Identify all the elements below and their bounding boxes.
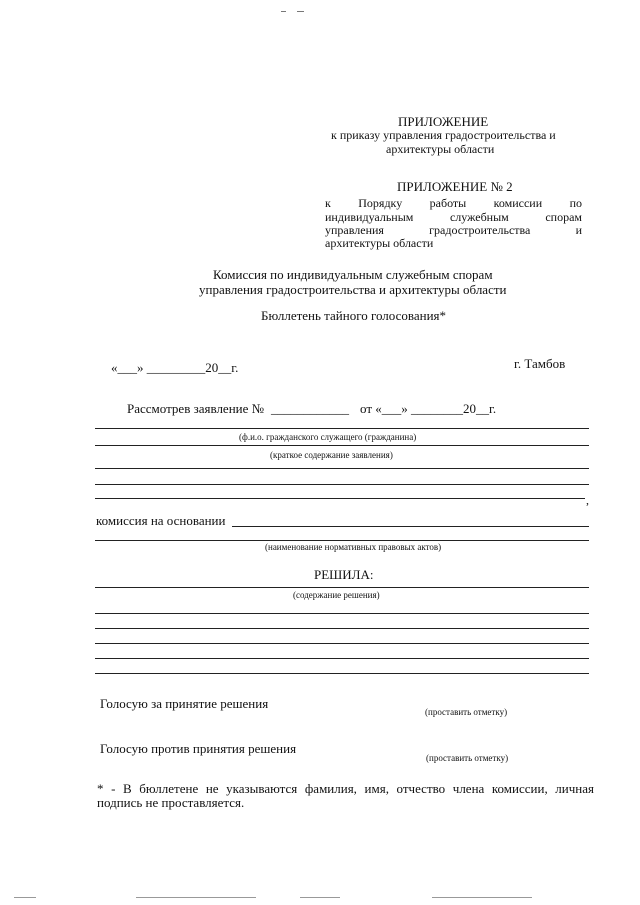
ballot-title: Бюллетень тайного голосования*	[261, 308, 447, 323]
appendix-2-line-2: индивидуальным служебным спорам	[325, 210, 582, 224]
appendix-2-title: ПРИЛОЖЕНИЕ № 2	[397, 179, 513, 194]
resolved-heading: РЕШИЛА:	[314, 567, 374, 582]
blank-line	[95, 673, 589, 674]
blank-line	[95, 658, 589, 659]
scan-edge	[300, 897, 340, 898]
vote-against-label: Голосую против принятия решения	[100, 741, 297, 756]
scan-mark	[297, 11, 304, 12]
application-date: от «___» ________20__г.	[360, 401, 497, 416]
blank-line	[95, 613, 589, 614]
appendix-2-line-1: к Порядку работы комиссии по	[325, 196, 582, 210]
commission-line-1: Комиссия по индивидуальным служебным спорам	[213, 267, 493, 282]
appendix-2-line-4: архитектуры области	[325, 236, 434, 250]
city: г. Тамбов	[514, 356, 566, 371]
appendix-1-title: ПРИЛОЖЕНИЕ	[398, 114, 489, 129]
appendix-2-line-3: управления градостроительства и	[325, 223, 582, 237]
scan-edge	[14, 897, 36, 898]
blank-line	[95, 628, 589, 629]
commission-basis-label: комиссия на основании	[96, 513, 226, 528]
blank-line	[95, 468, 589, 469]
summary-caption: (краткое содержание заявления)	[270, 450, 393, 460]
decision-line	[95, 587, 589, 588]
acts-caption: (наименование нормативных правовых актов)	[265, 542, 442, 552]
footnote-line-2: подпись не проставляется.	[97, 795, 245, 810]
blank-line	[95, 484, 589, 485]
vote-for-mark-caption: (проставить отметку)	[425, 707, 508, 717]
acts-line	[95, 540, 589, 541]
footnote-line-1: * - В бюллетене не указываются фамилия, имя, отчество члена комиссии, личная	[97, 781, 594, 796]
scan-edge	[432, 897, 532, 898]
blank-line	[95, 498, 585, 499]
comma: ,	[586, 493, 589, 507]
summary-line	[95, 445, 589, 446]
commission-basis-line	[232, 526, 589, 527]
application-label: Рассмотрев заявление №	[127, 401, 265, 416]
vote-for-label: Голосую за принятие решения	[100, 696, 269, 711]
commission-line-2: управления градостроительства и архитектуры области	[199, 282, 507, 297]
decision-caption: (содержание решения)	[293, 590, 380, 600]
scan-edge	[136, 897, 256, 898]
appendix-1-line-2: архитектуры области	[386, 142, 495, 156]
fio-line	[95, 428, 589, 429]
date-line: «___» _________20__г.	[111, 360, 239, 375]
appendix-1-line-1: к приказу управления градостроительства и	[331, 128, 556, 142]
fio-caption: (ф.и.о. гражданского служащего (гражданина)	[239, 432, 417, 442]
vote-against-mark-caption: (проставить отметку)	[426, 753, 509, 763]
blank-line	[95, 643, 589, 644]
application-number-blank: ____________	[271, 401, 349, 416]
scan-mark	[281, 11, 286, 12]
